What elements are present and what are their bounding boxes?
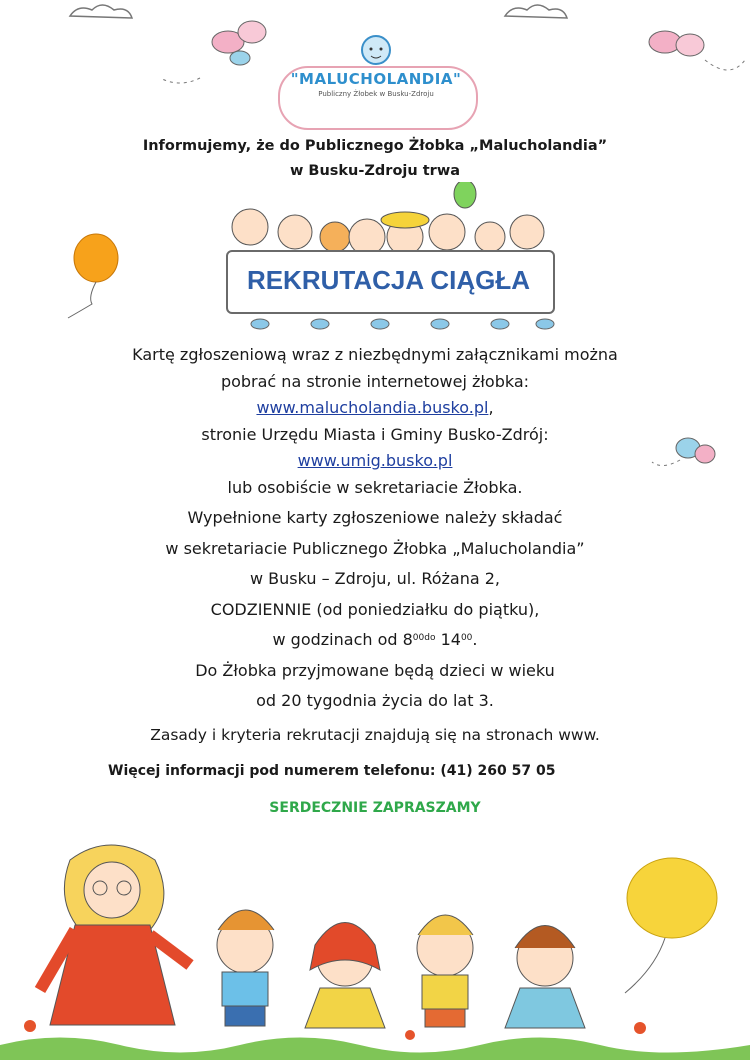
child-figure bbox=[217, 910, 274, 1026]
invitation-text: SERDECZNIE ZAPRASZAMY bbox=[269, 800, 481, 816]
body-line: w sekretariacie Publicznego Żłobka „Malucholandia” bbox=[165, 538, 585, 558]
balloon-icon bbox=[60, 230, 130, 320]
child-figure bbox=[417, 915, 473, 1027]
kids-feet bbox=[230, 312, 560, 332]
body-line bbox=[60, 448, 690, 475]
teacher-figure bbox=[40, 845, 190, 1025]
child-figure bbox=[305, 923, 385, 1029]
rules-note: Zasady i kryteria rekrutacji znajdują się na stronach www. bbox=[150, 726, 600, 744]
intro-line: Informujemy, że do Publicznego Żłobka „Malucholandia” bbox=[142, 138, 608, 154]
logo bbox=[278, 30, 474, 110]
intro-line: w Busku-Zdroju trwa bbox=[289, 163, 461, 179]
banner-title: REKRUTACJA CIĄGŁA bbox=[246, 265, 531, 295]
hours-line: w godzinach od $8^{00do}$ $14^{00}$. bbox=[272, 630, 478, 649]
body-line: w Busku – Zdroju, ul. Różana 2, bbox=[249, 569, 501, 588]
butterfly-icon bbox=[649, 31, 745, 70]
body-line: Wypełnione karty zgłoszeniowe należy składać bbox=[187, 508, 563, 527]
body-line: CODZIENNIE (od poniedziałku do piątku), bbox=[210, 599, 540, 619]
balloon-icon bbox=[625, 858, 717, 993]
baby-icon bbox=[350, 30, 402, 70]
butterfly-icon bbox=[160, 21, 266, 83]
body-line: od 20 tygodnia życia do lat 3. bbox=[256, 691, 494, 710]
body-line: lub osobiście w sekretariacie Żłobka. bbox=[227, 477, 523, 497]
bottom-illustration bbox=[0, 830, 750, 1060]
nursery-website-link[interactable]: www.malucholandia.busko.pl bbox=[256, 398, 489, 417]
body-line: pobrać na stronie internetowej żłobka: bbox=[220, 371, 530, 391]
phone-info: Więcej informacji pod numerem telefonu: (41) 260 57 05 bbox=[108, 763, 556, 779]
body-line: www.malucholandia.busko.pl, bbox=[256, 398, 494, 417]
body-line: Do Żłobka przyjmowane będą dzieci w wieku bbox=[195, 660, 555, 680]
body-line: Kartę zgłoszeniową wraz z niezbędnymi załącznikami można bbox=[132, 345, 618, 364]
grass bbox=[0, 1038, 750, 1060]
intro bbox=[100, 134, 650, 184]
cloud-icon bbox=[70, 5, 567, 18]
logo-brand: "MALUCHOLANDIA" bbox=[290, 70, 462, 88]
child-figure bbox=[505, 926, 585, 1029]
body-text bbox=[60, 342, 690, 715]
body-line: stronie Urzędu Miasta i Gminy Busko-Zdrój: bbox=[201, 424, 549, 444]
logo-subtitle: Publiczny Żłobek w Busku-Zdroju bbox=[318, 90, 434, 98]
municipality-website-link[interactable]: www.umig.busko.pl bbox=[297, 451, 453, 470]
